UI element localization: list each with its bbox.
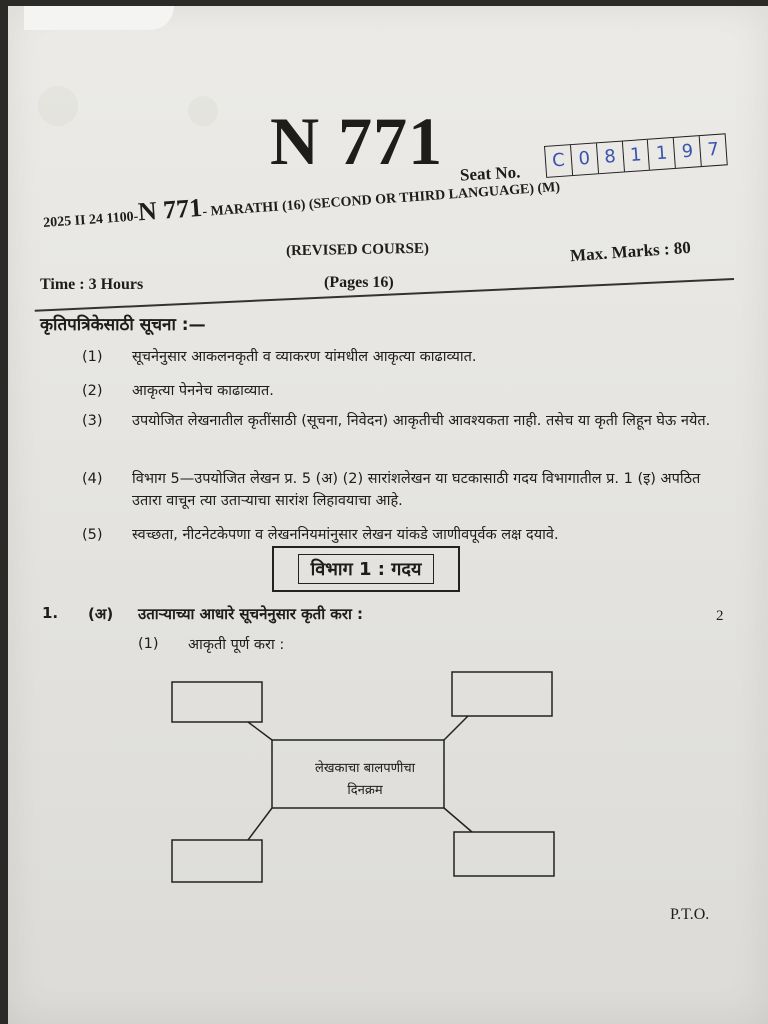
seat-digit: C (545, 145, 573, 177)
exam-paper (8, 6, 768, 1024)
header-prefix: 2025 II 24 1100- (42, 209, 139, 232)
instruction-number: (5) (82, 527, 103, 543)
question-text: उताऱ्याच्या आधारे सूचनेनुसार कृती करा : (138, 605, 364, 623)
seat-digit: 8 (597, 142, 625, 174)
answer-box-bottom-left (172, 840, 262, 882)
diagram-center-line2: दिनक्रम (347, 783, 383, 798)
subquestion-text: आकृती पूर्ण करा : (188, 637, 285, 653)
seat-label: Seat No. (459, 162, 521, 185)
answer-box-top-right (452, 672, 552, 716)
header-subject: - MARATHI (16) (SECOND OR THIRD LANGUAGE) (M) (201, 179, 561, 220)
instruction-text: सूचनेनुसार आकलनकृती व व्याकरण यांमधील आकृत्या काढाव्यात. (132, 349, 477, 365)
instruction-text: उपयोजित लेखनातील कृतींसाठी (सूचना, निवेदन) आकृतीची आवश्यकता नाही. तसेच या कृती लिहून घेऊ नयेत. (132, 413, 711, 429)
connector-line (248, 808, 272, 840)
question-part: (अ) (88, 605, 114, 623)
connector-line (444, 716, 468, 740)
seat-digit: 0 (571, 143, 599, 175)
instruction-text: स्वच्छता, नीटनेटकेपणा व लेखननियमांनुसार लेखन यांकडे जाणीवपूर्वक लक्ष दयावे. (132, 527, 559, 543)
concept-web-diagram (8, 6, 768, 1024)
seat-digit: 9 (674, 136, 702, 168)
paper-code: N 771 (270, 103, 444, 179)
answer-box-top-left (172, 682, 262, 722)
instruction-number: (1) (82, 349, 103, 365)
instruction-number: (4) (82, 471, 103, 487)
page-count: (Pages 16) (324, 274, 394, 291)
question-marks: 2 (716, 608, 724, 624)
diagram-center-line1: लेखकाचा बालपणीचा (315, 761, 415, 776)
header-code: N 771 (136, 192, 204, 227)
instruction-text: विभाग 5—उपयोजित लेखन प्र. 5 (अ) (2) सारांशलेखन या घटकासाठी गदय विभागातील प्र. 1 (इ) अपठित उतारा वाचून त्या उताऱ्याचा सारांश लिहावयाचा आहे. (132, 471, 701, 509)
time-duration: Time : 3 Hours (40, 276, 144, 293)
question-number: 1. (42, 604, 59, 622)
seat-digit: 1 (622, 140, 650, 172)
seat-digit: 1 (648, 138, 676, 170)
subquestion-number: (1) (138, 636, 159, 652)
instruction-text: आकृत्या पेननेच काढाव्यात. (132, 383, 274, 399)
answer-box-bottom-right (454, 832, 554, 876)
pto-label: P.T.O. (670, 906, 710, 923)
instruction-number: (3) (82, 413, 103, 429)
instruction-number: (2) (82, 383, 103, 399)
seat-digit: 7 (706, 138, 720, 161)
max-marks: Max. Marks : 80 (569, 237, 692, 266)
instructions-heading: कृतिपत्रिकेसाठी सूचना :— (40, 315, 206, 335)
revised-course: (REVISED COURSE) (285, 240, 430, 260)
connector-line (248, 722, 272, 740)
section-title: विभाग 1 : गदय (298, 554, 435, 584)
diagram-center-label (280, 746, 450, 814)
